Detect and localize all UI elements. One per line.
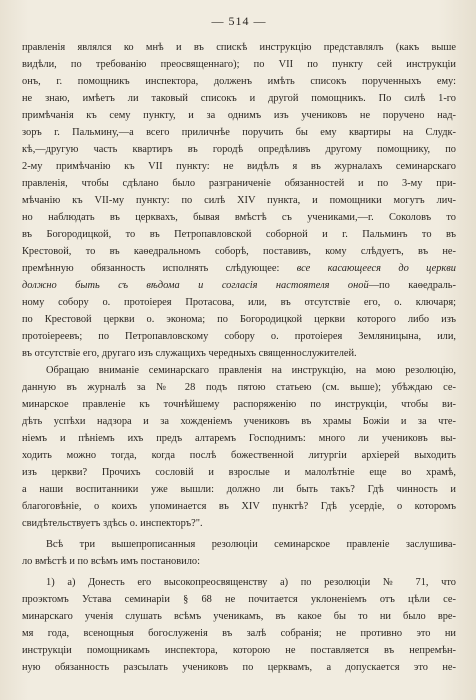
text-line: дѣть успѣхи надзора и за хожденіемъ учениковъ въ храмы Божіи и за чте- xyxy=(22,416,456,427)
text-line: мѣчанію къ VII-му пункту: по силѣ XIV пункта, и помощники могутъ лич- xyxy=(22,195,456,206)
text-line: свидѣтельствуетъ здѣсь о. инспекторъ?". xyxy=(22,518,203,529)
text-line: видѣли, по требованію преосвященнаго); по VII по пункту сей инструкціи xyxy=(22,59,456,70)
text-line: въ отсутствіе его, другаго изъ служащихъ чередныхъ священнослужителей. xyxy=(22,348,357,359)
text-fragment: —по каѳедраль- xyxy=(368,280,456,291)
text-line: 2-му примѣчанію къ VII пункту: не видѣлъ я въ журналахъ семинарскаго xyxy=(22,161,456,172)
text-line: ніемъ и пѣніемъ ихъ предъ алтаремъ Господнимъ: много ли учениковъ вы- xyxy=(22,433,456,444)
text-line xyxy=(22,260,456,277)
text-line xyxy=(22,277,456,294)
text-line: ходить можно тогда, когда послѣ божественной литургіи архіерей выходить xyxy=(22,450,456,461)
text-line: ному собору о. протоіерея Протасова, или, въ отсутствіе его, о. ключаря; xyxy=(22,297,456,308)
text-line: по Крестовой церкви о. эконома; по Богородицкой церкви которого либо изъ xyxy=(22,314,456,325)
text-line: Всѣ три вышепрописанныя резолюціи семинарское правленіе заслушива- xyxy=(46,539,456,550)
text-line: зоръ г. Пальмину,—а всего приличнѣе поручить бы ему квартиры на Слудк- xyxy=(22,127,456,138)
text-line: проэктомъ Устава семинаріи § 68 не почитается уклоненіемъ отъ цѣли се- xyxy=(22,594,456,605)
italic-phrase: должно быть съ вѣдома и согласія настоятеля оной xyxy=(22,280,369,291)
text-line: данную въ журналѣ за № 28 подъ пятою статьею (см. выше); убѣждаю се- xyxy=(22,382,456,393)
page-number: — 514 — xyxy=(211,14,267,28)
text-line: Крестовой, то въ каѳедральномъ соборѣ, поставивъ, кому слѣдуетъ, въ не- xyxy=(22,246,456,257)
text-line: но наблюдать въ церквахъ, бывая вмѣстѣ съ учениками,—г. Соколовъ то xyxy=(22,212,456,223)
text-line: Обращаю вниманіе семинарскаго правленія на инструкцію, на мою резолюцію, xyxy=(46,365,456,376)
text-line: примѣчанія къ сему пункту, и за однимъ изъ учениковъ не поручено над- xyxy=(22,110,456,121)
text-fragment: премѣнную обязанность исполнять слѣдующее: xyxy=(22,263,297,274)
page-body-text xyxy=(22,39,456,676)
text-line: а наши воспитанники уже вышли: должно ли быть такъ? Гдѣ чинность и xyxy=(22,484,456,495)
text-line: минарскаго ученія слушать всѣмъ ученикамъ, въ какое бы то ни было вре- xyxy=(22,611,456,622)
italic-phrase: все касающееся до церкви xyxy=(296,263,456,274)
text-line: въ Богородицкой, то въ Петропавловской соборной и г. Пальминъ то въ xyxy=(22,229,456,240)
text-line: 1) а) Донесть его высокопреосвященству а) по резолюціи № 71, что xyxy=(46,577,456,588)
text-line: мя года, всенощныя богослуженія въ залѣ собранія; не противно это ни xyxy=(22,628,456,639)
text-line: ную обязанность разсылать учениковъ по церквамъ, а допускается это не- xyxy=(22,662,456,673)
text-line: минарское правленіе къ точнѣйшему распоряженію по инструкціи, чтобы ви- xyxy=(22,399,456,410)
text-line: правленія являлся ко мнѣ и въ спискѣ инструкцію представлялъ (какъ выше xyxy=(22,42,456,53)
text-line: изъ церкви? Прочихъ сословій и взрослые и малолѣтніе еще во храмѣ, xyxy=(22,467,456,478)
text-line: благоговѣніе, о коихъ упоминается въ XIV пунктѣ? Гдѣ усердіе, о которомъ xyxy=(22,501,456,512)
text-line: кѣ,—другую часть квартиръ въ городѣ опредѣливъ другому помощнику, по xyxy=(22,144,456,155)
text-line: правленія, чтобы сдѣлано было разграниченіе обязанностей и по 3-му при- xyxy=(22,178,456,189)
text-line: онъ, г. помощникъ инспектора, долженъ имѣть списокъ порученныхъ ему: xyxy=(22,76,456,87)
text-line: ло вмѣстѣ и по всѣмъ имъ постановило: xyxy=(22,556,200,567)
text-line: инструкціи помощникамъ инспектора, которою не поставляется въ непремѣн- xyxy=(22,645,456,656)
text-line: не знаю, имѣетъ ли таковый списокъ и другой помощникъ. По силѣ 1-го xyxy=(22,93,456,104)
text-line: протоіереевъ; по Петропавловскому собору о. протоіерея Земляницына, или, xyxy=(22,331,456,342)
